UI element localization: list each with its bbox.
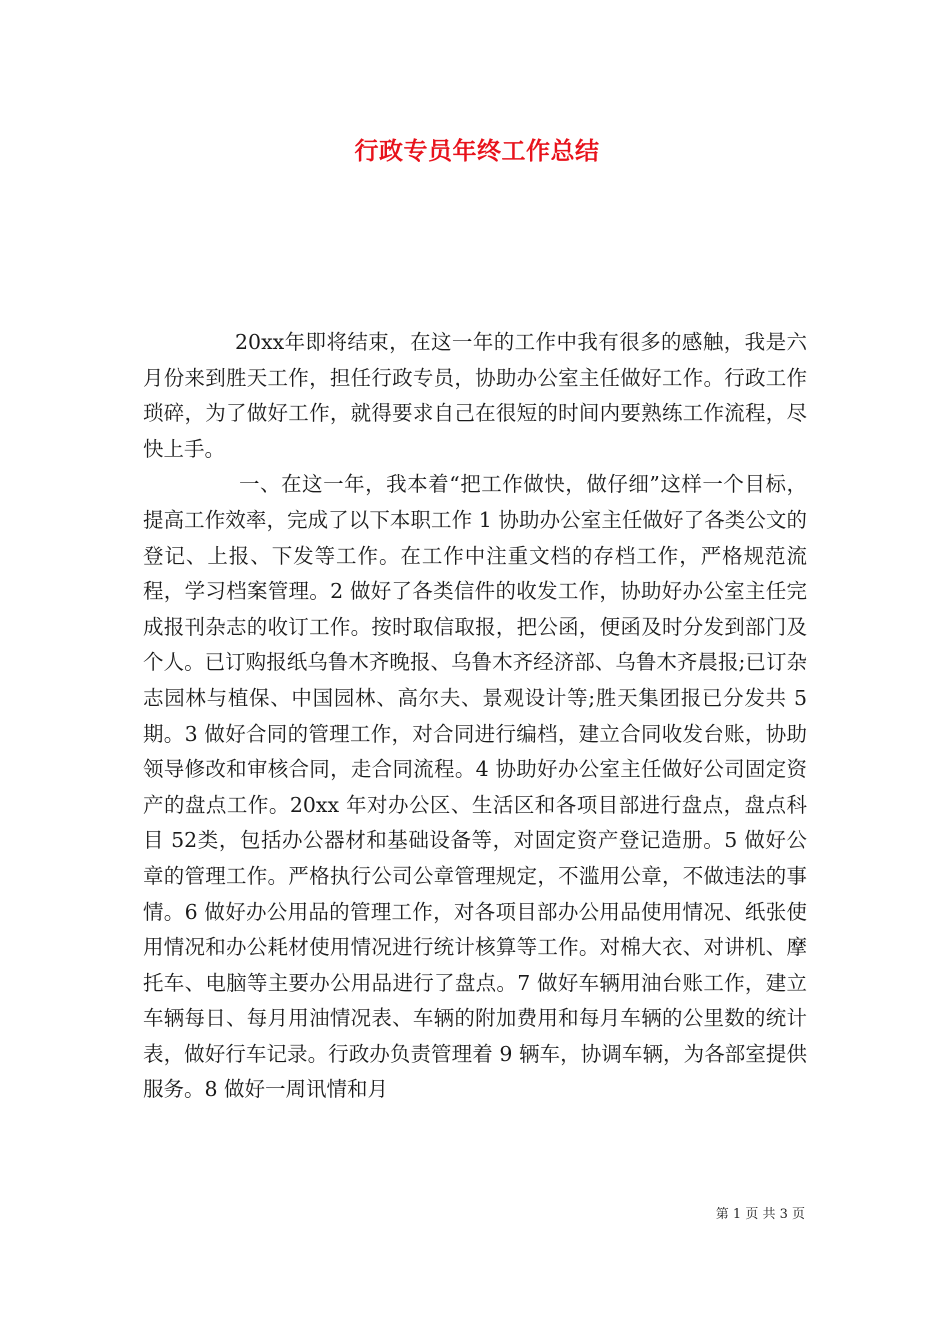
page-number: 第 1 页 共 3 页 — [715, 1207, 805, 1222]
document-title: 行政专员年终工作总结 — [354, 137, 600, 165]
document-body — [143, 325, 807, 1108]
paragraph-section-one: 一、在这一年，我本着“把工作做快，做仔细”这样一个目标，提高工作效率，完成了以下本职工作 1 协助办公室主任做好了各类公文的登记、上报、下发等工作。在工作中注重文档的存档工作，严格规范流程，学习档案管理。2 做好了各类信件的收发工作，协助好办公室主任完成报刊杂志的收订工作。按时取信取报，把公函，便函及时分发到部门及个人。已订购报纸乌鲁木齐晚报、乌鲁木齐经济部、乌鲁木齐晨报;已订杂志园林与植保、中国园林、高尔夫、景观设计等;胜天集团报已分发共 5 期。3 做好合同的管理工作，对合同进行编档，建立合同收发台账，协助领导修改和审核合同，走合同流程。4 协助好办公室主任做好公司固定资产的盘点工作。20xx 年对办公区、生活区和各项目部进行盘点，盘点科目 52类，包括办公器材和基础设备等，对固定资产登记造册。5 做好公章的管理工作。严格执行公司公章管理规定，不滥用公章，不做违法的事情。6 做好办公用品的管理工作，对各项目部办公用品使用情况、纸张使用情况和办公耗材使用情况进行统计核算等工作。对棉大衣、对讲机、摩托车、电脑等主要办公用品进行了盘点。7 做好车辆用油台账工作，建立车辆每日、每月用油情况表、车辆的附加费用和每月车辆的公里数的统计表，做好行车记录。行政办负责管理着 9 辆车，协调车辆，为各部室提供服务。8 做好一周讯情和月 — [143, 472, 807, 1102]
paragraph-intro: 20xx年即将结束，在这一年的工作中我有很多的感触，我是六月份来到胜天工作，担任行政专员，协助办公室主任做好工作。行政工作琐碎，为了做好工作，就得要求自己在很短的时间内要熟练工作流程，尽快上手。 — [143, 330, 807, 461]
